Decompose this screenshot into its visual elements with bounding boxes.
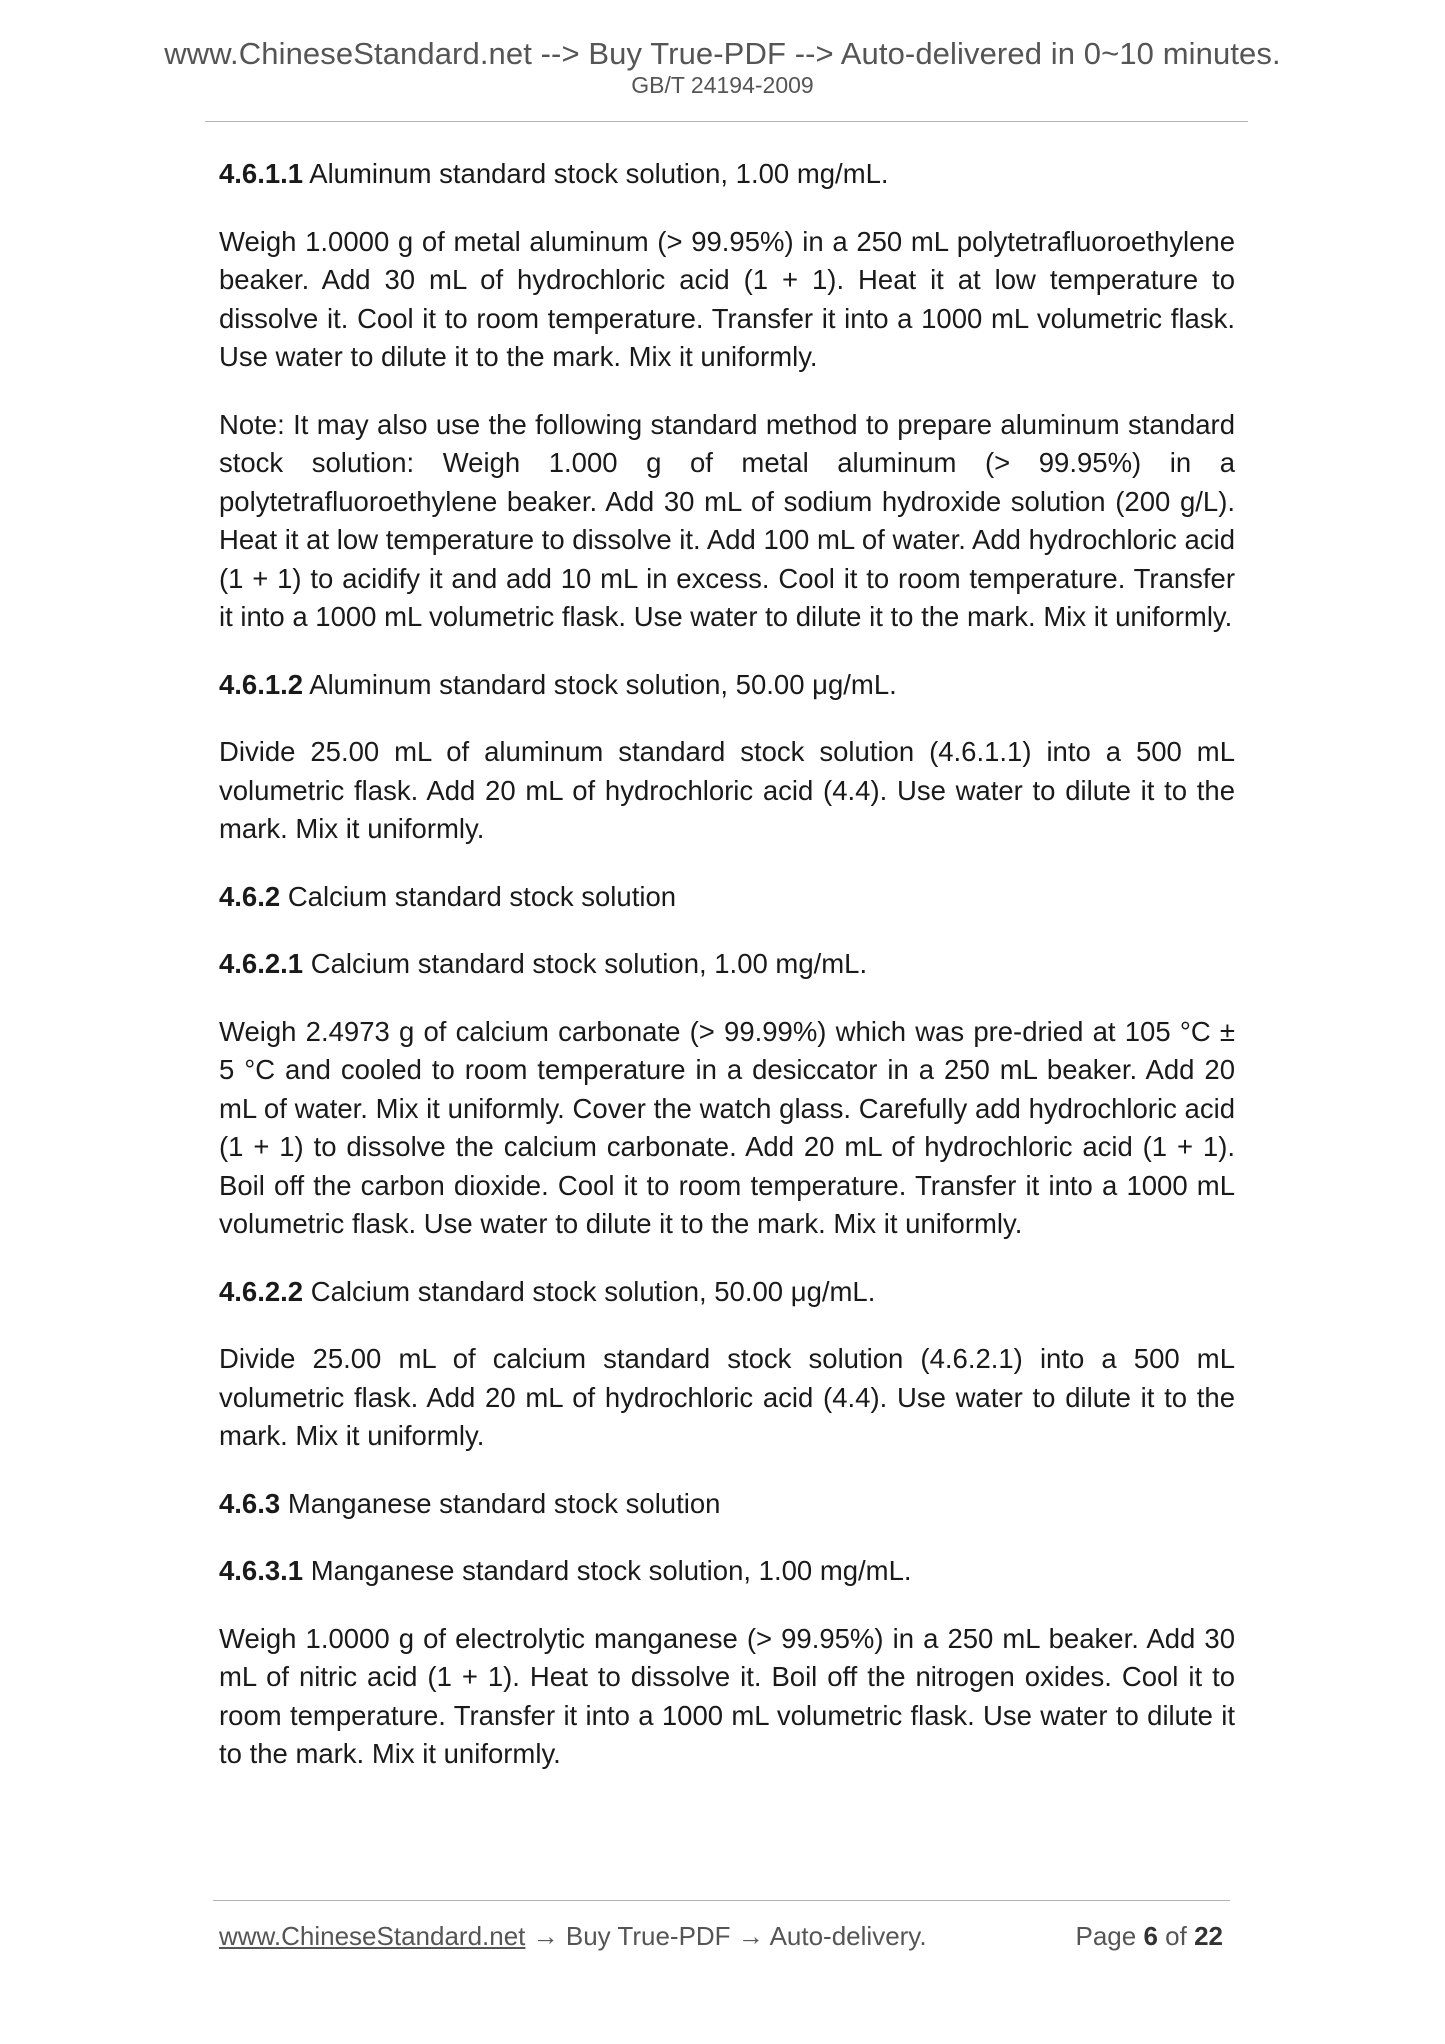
- header-divider: [205, 121, 1248, 122]
- section-number: 4.6.3: [219, 1487, 281, 1519]
- section-title: Calcium standard stock solution, 1.00 mg/mL.: [310, 948, 868, 979]
- section-heading-4-6-3: [219, 1485, 1235, 1524]
- section-title: Calcium standard stock solution: [287, 880, 677, 912]
- document-body: [219, 155, 1235, 1803]
- footer-promo: [219, 1921, 927, 1952]
- section-heading-4-6-3-1: [219, 1552, 1235, 1591]
- footer-tagline: → Buy True-PDF → Auto-delivery.: [525, 1921, 927, 1951]
- section-title: Aluminum standard stock solution, 50.00 μg/mL.: [309, 668, 897, 700]
- section-number: 4.6.3.1: [219, 1555, 304, 1586]
- paragraph: Divide 25.00 mL of aluminum standard stock solution (4.6.1.1) into a 500 mL volumetric flask. Add 20 mL of hydrochloric acid (4.4). Use water to dilute it to the mark. Mix it uniformly.: [219, 736, 1235, 844]
- section-title: Calcium standard stock solution, 50.00 μg/mL.: [310, 1275, 876, 1307]
- section-heading-4-6-1-1: [219, 155, 1235, 194]
- footer-site-link[interactable]: www.ChineseStandard.net: [219, 1921, 526, 1951]
- section-heading-4-6-2: [219, 878, 1235, 917]
- page-label: Page: [1075, 1921, 1137, 1951]
- note-paragraph: Note: It may also use the following standard method to prepare aluminum standard stock solution: Weigh 1.000 g of metal aluminum (> 99.95%) in a polytetrafluoroethylene beaker. Add 30 mL of sodium hydroxide solution (200 g/L). Heat it at low temperature to dissolve it. Add 100 mL of water. Add hydrochloric acid (1 + 1) to acidify it and add 10 mL in excess. Cool it to room temperature. Transfer it into a 1000 mL volumetric flask. Use water to dilute it to the mark. Mix it uniformly.: [219, 408, 1235, 632]
- current-page-number: 6: [1143, 1921, 1158, 1951]
- section-heading-4-6-1-2: [219, 666, 1235, 705]
- footer-divider: [213, 1900, 1230, 1901]
- section-number: 4.6.2: [219, 880, 281, 912]
- paragraph: Weigh 1.0000 g of electrolytic manganese (> 99.95%) in a 250 mL beaker. Add 30 mL of nitric acid (1 + 1). Heat to dissolve it. Boil off the nitrogen oxides. Cool it to room temperature. Transfer it into a 1000 mL volumetric flask. Use water to dilute it to the mark. Mix it uniformly.: [219, 1622, 1235, 1769]
- section-heading-4-6-2-2: [219, 1273, 1235, 1312]
- section-title: Aluminum standard stock solution, 1.00 mg/mL.: [309, 158, 889, 189]
- section-number: 4.6.2.2: [219, 1275, 304, 1307]
- section-title: Manganese standard stock solution: [287, 1487, 721, 1519]
- paragraph: Weigh 2.4973 g of calcium carbonate (> 99.99%) which was pre-dried at 105 °C ± 5 °C and cooled to room temperature in a desiccator in a 250 mL beaker. Add 20 mL of water. Mix it uniformly. Cover the watch glass. Carefully add hydrochloric acid (1 + 1) to dissolve the calcium carbonate. Add 20 mL of hydrochloric acid (1 + 1). Boil off the carbon dioxide. Cool it to room temperature. Transfer it into a 1000 mL volumetric flask. Use water to dilute it to the mark. Mix it uniformly.: [219, 1015, 1235, 1239]
- standard-code: GB/T 24194-2009: [631, 72, 814, 98]
- section-title: Manganese standard stock solution, 1.00 mg/mL.: [310, 1555, 912, 1586]
- page-indicator: [1075, 1921, 1223, 1952]
- section-number: 4.6.2.1: [219, 948, 304, 979]
- paragraph: Divide 25.00 mL of calcium standard stock solution (4.6.2.1) into a 500 mL volumetric flask. Add 20 mL of hydrochloric acid (4.4). Use water to dilute it to the mark. Mix it uniformly.: [219, 1343, 1235, 1451]
- total-pages-number: 22: [1194, 1921, 1223, 1951]
- section-number: 4.6.1.1: [219, 158, 304, 189]
- section-number: 4.6.1.2: [219, 668, 304, 700]
- top-banner: www.ChineseStandard.net --> Buy True-PDF --> Auto-delivered in 0~10 minutes.: [164, 36, 1281, 71]
- paragraph: Weigh 1.0000 g of metal aluminum (> 99.95%) in a 250 mL polytetrafluoroethylene beaker. Add 30 mL of hydrochloric acid (1 + 1). Heat it at low temperature to dissolve it. Cool it to room temperature. Transfer it into a 1000 mL volumetric flask. Use water to dilute it to the mark. Mix it uniformly.: [219, 225, 1235, 372]
- section-heading-4-6-2-1: [219, 945, 1235, 984]
- of-label: of: [1165, 1921, 1187, 1951]
